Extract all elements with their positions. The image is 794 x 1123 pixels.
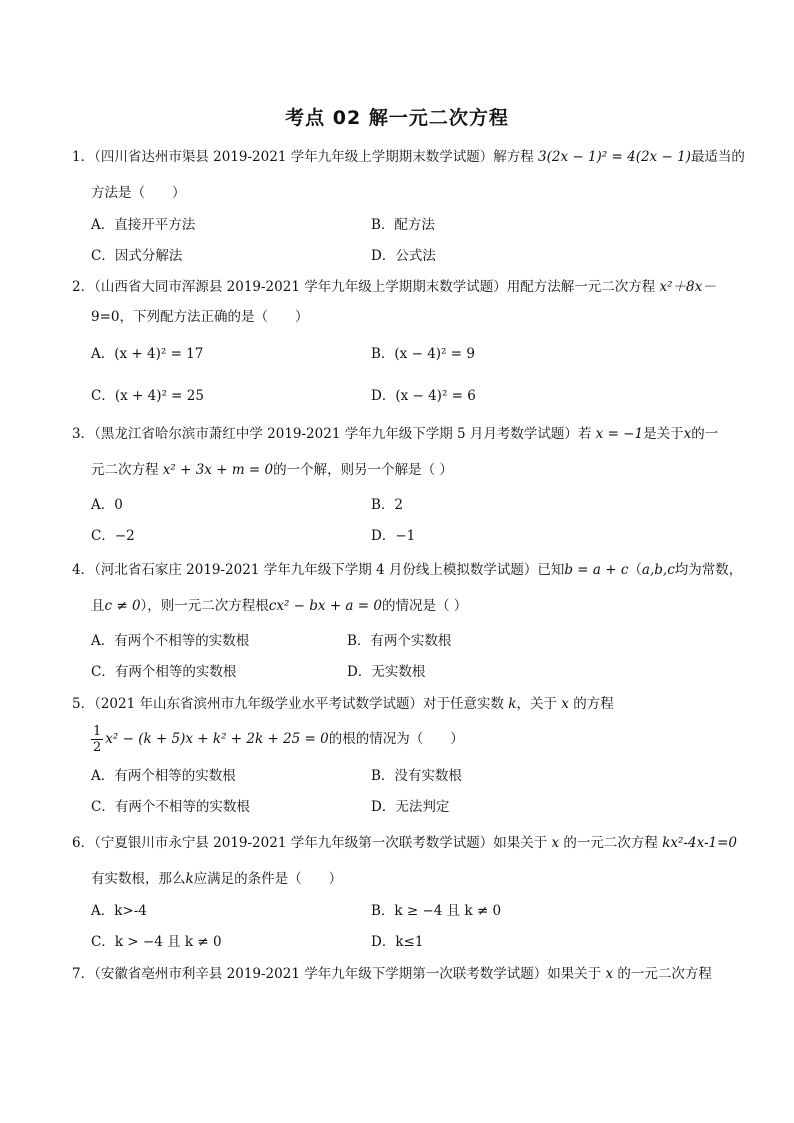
option-c: C．(x + 4)² = 25: [91, 388, 204, 404]
option-c: C．k > −4 且 k ≠ 0: [91, 934, 222, 950]
variables: a,b,c: [641, 562, 675, 578]
option-b: B．(x − 4)² = 9: [371, 346, 475, 362]
variable: x: [551, 835, 560, 851]
option-a: A．有两个不相等的实数根: [91, 633, 250, 649]
variable: k: [508, 696, 517, 712]
option-d: D．无法判定: [371, 799, 450, 815]
equation: b = a + c: [564, 562, 629, 578]
question-1: [72, 147, 745, 167]
question-number: 3．: [72, 426, 95, 442]
question-number: 6．: [72, 835, 95, 851]
question-source: （山西省大同市浑源县 2019-2021 学年九年级上学期期末数学试题）: [94, 279, 507, 295]
page-title: 考点 02 解一元二次方程: [285, 107, 509, 129]
option-a: A．直接开平方法: [91, 217, 196, 233]
option-a: A．k>-4: [91, 903, 147, 919]
question-source: （黑龙江省哈尔滨市萧红中学 2019-2021 学年九年级下学期 5 月月考数学试题）: [94, 426, 578, 442]
question-7: 7．（安徽省亳州市利辛县 2019-2021 学年九年级下学期第一次联考数学试题）如果关于 x 的一元二次方程: [72, 966, 712, 982]
equation: 3(2x − 1)² = 4(2x − 1): [538, 149, 691, 165]
equation: cx² − bx + a = 0: [268, 598, 382, 614]
question-source: （安徽省亳州市利辛县 2019-2021 学年九年级下学期第一次联考数学试题）: [94, 966, 548, 982]
option-b: B．没有实数根: [371, 768, 462, 784]
question-2: [72, 277, 716, 297]
question-3-cont: 元二次方程 x² + 3x + m = 0的一个解，则另一个解是（ ）: [91, 462, 453, 478]
question-5: 5．（2021 年山东省滨州市九年级学业水平考试数学试题）对于任意实数 k，关于 x 的方程: [72, 696, 614, 712]
question-stem-cont: 最适当的: [690, 149, 745, 165]
question-number: 4．: [72, 562, 95, 578]
variable: x: [683, 426, 692, 442]
option-d: D．(x − 4)² = 6: [371, 388, 476, 404]
question-source: （宁夏银川市永宁县 2019-2021 学年九年级第一次联考数学试题）: [94, 835, 494, 851]
variable: x: [605, 966, 614, 982]
question-stem: 解方程: [493, 149, 538, 165]
equation: kx²-4x-1=0: [662, 835, 738, 851]
fraction-half: $\frac{1}{2}$: [93, 724, 102, 755]
question-stem: 若: [577, 426, 596, 442]
question-stem: 用配方法解一元二次方程: [506, 279, 660, 295]
question-5-cont: $\frac{1}{2}$ x² − (k + 5)x + k² + 2k + 25 = 0的根的情况为（ ）: [93, 724, 464, 755]
option-d: D．−1: [371, 528, 416, 544]
option-c: C．有两个相等的实数根: [91, 664, 237, 680]
question-source: （四川省达州市渠县 2019-2021 学年九年级上学期期末数学试题）: [94, 149, 494, 165]
question-4-cont: 且c ≠ 0），则一元二次方程根cx² − bx + a = 0的情况是（ ）: [91, 598, 468, 614]
option-c: C．有两个不相等的实数根: [91, 799, 250, 815]
question-6-cont: 有实数根，那么k应满足的条件是（ ）: [91, 871, 343, 887]
equation: x² − (k + 5)x + k² + 2k + 25 = 0: [105, 731, 329, 747]
variable: x: [561, 696, 569, 712]
option-b: B．有两个实数根: [347, 633, 452, 649]
question-number: 5．: [72, 696, 95, 712]
variable: k: [185, 871, 194, 887]
question-2-cont: 9=0，下列配方法正确的是（ ）: [91, 309, 309, 325]
condition: c ≠ 0: [104, 598, 141, 614]
option-b: B．k ≥ −4 且 k ≠ 0: [371, 903, 502, 919]
question-number: 2．: [72, 279, 95, 295]
option-b: B．配方法: [371, 217, 435, 233]
question-number: 7．: [72, 966, 95, 982]
option-d: D．无实数根: [347, 664, 426, 680]
option-a: A．有两个相等的实数根: [91, 768, 236, 784]
option-c: C．−2: [91, 528, 135, 544]
question-source: （2021 年山东省滨州市九年级学业水平考试数学试题）: [94, 696, 423, 712]
option-d: D．k≤1: [371, 934, 424, 950]
question-number: 1．: [72, 149, 95, 165]
option-a: A．0: [91, 497, 123, 513]
question-6: 6．（宁夏银川市永宁县 2019-2021 学年九年级第一次联考数学试题）如果关于 x 的一元二次方程 kx²-4x-1=0: [72, 835, 738, 851]
option-a: A．(x + 4)² = 17: [91, 346, 204, 362]
question-source: （河北省石家庄 2019-2021 学年九年级下学期 4 月份线上模拟数学试题）: [94, 562, 538, 578]
equation: x²＋8x－: [659, 279, 716, 295]
equation: x² + 3x + m = 0: [162, 462, 274, 478]
question-4: 4．（河北省石家庄 2019-2021 学年九年级下学期 4 月份线上模拟数学试题）已知b = a + c（a,b,c均为常数，: [72, 562, 743, 578]
option-c: C．因式分解法: [91, 248, 183, 264]
option-b: B．2: [371, 497, 404, 513]
option-d: D．公式法: [371, 248, 436, 264]
question-1-cont: 方法是（ ）: [91, 185, 186, 201]
equation: x = −1: [595, 426, 644, 442]
question-3: 3．（黑龙江省哈尔滨市萧红中学 2019-2021 学年九年级下学期 5 月月考数学试题）若 x = −1是关于x的一: [72, 426, 719, 442]
